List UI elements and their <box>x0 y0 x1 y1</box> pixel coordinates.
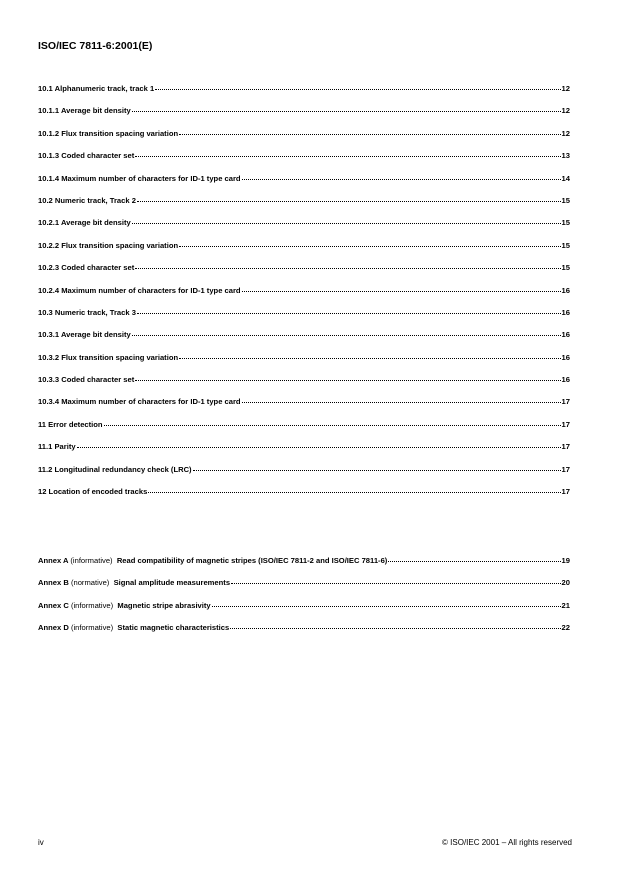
annex-entry-title <box>38 578 230 587</box>
toc-leader <box>137 313 561 314</box>
toc-entry[interactable] <box>38 241 570 263</box>
annex-entry[interactable] <box>38 556 570 578</box>
toc-entry-page: 14 <box>561 173 570 183</box>
toc-entry-title: 10.3.4 Maximum number of characters for ID-1 type card <box>38 397 241 407</box>
toc-entry-title: 10.3.2 Flux transition spacing variation <box>38 352 179 362</box>
toc-entry-page: 15 <box>561 263 570 273</box>
toc-leader <box>132 111 561 112</box>
toc-entry-title: 10.2.4 Maximum number of characters for ID-1 type card <box>38 285 241 295</box>
toc-entry[interactable] <box>38 129 570 151</box>
toc-leader <box>193 470 561 471</box>
toc-entry-title: 10.2.2 Flux transition spacing variation <box>38 240 179 250</box>
toc-entry-page: 15 <box>561 195 570 205</box>
toc-entry[interactable] <box>38 263 570 285</box>
toc-leader <box>132 335 561 336</box>
toc-leader <box>179 134 560 135</box>
toc-entry[interactable] <box>38 308 570 330</box>
annex-entry-title <box>38 601 211 610</box>
toc-entry[interactable] <box>38 465 570 487</box>
annex-entry-page: 21 <box>561 600 570 610</box>
toc-entry[interactable] <box>38 420 570 442</box>
toc-entry-page: 12 <box>561 106 570 116</box>
annex-entry-page: 20 <box>561 578 570 588</box>
annex-entry-title <box>38 556 387 565</box>
toc-entry[interactable] <box>38 353 570 375</box>
footer-copyright: © ISO/IEC 2001 – All rights reserved <box>442 838 572 847</box>
annex-label: Annex D <box>38 623 69 633</box>
toc-entry[interactable] <box>38 397 570 419</box>
toc-entry-page: 16 <box>561 352 570 362</box>
toc-entry[interactable] <box>38 84 570 106</box>
toc-entry-page: 13 <box>561 151 570 161</box>
toc-leader <box>242 179 561 180</box>
annex-list <box>38 556 570 646</box>
toc-entry[interactable] <box>38 218 570 240</box>
toc-leader <box>179 246 560 247</box>
toc-leader <box>137 201 561 202</box>
toc-leader <box>242 291 561 292</box>
toc-entry-title: 10.2.1 Average bit density <box>38 218 131 228</box>
toc-entry[interactable] <box>38 106 570 128</box>
toc-entry-page: 17 <box>561 487 570 497</box>
toc-leader <box>135 380 560 381</box>
annex-entry[interactable] <box>38 623 570 645</box>
annex-label: Annex A <box>38 556 69 565</box>
toc-leader <box>104 425 561 426</box>
toc-entry-page: 17 <box>561 442 570 452</box>
toc-entry-page: 17 <box>561 464 570 474</box>
footer-page-number: iv <box>38 838 44 847</box>
annex-label: Annex B <box>38 578 69 588</box>
toc-entry[interactable] <box>38 375 570 397</box>
toc-entry-title: 10.3.1 Average bit density <box>38 330 131 340</box>
toc-leader <box>388 561 560 562</box>
table-of-contents <box>38 84 570 509</box>
toc-entry[interactable] <box>38 196 570 218</box>
annex-title: Magnetic stripe abrasivity <box>117 600 211 610</box>
annex-kind: (informative) <box>70 623 114 633</box>
annex-entry[interactable] <box>38 578 570 600</box>
toc-entry-page: 17 <box>561 397 570 407</box>
annex-entry-page: 22 <box>561 623 570 633</box>
toc-entry-title: 11 Error detection <box>38 419 103 429</box>
toc-leader <box>242 402 561 403</box>
annex-title: Signal amplitude measurements <box>113 578 231 588</box>
annex-kind: (informative) <box>70 556 113 565</box>
annex-title: Static magnetic characteristics <box>117 623 230 633</box>
toc-leader <box>135 268 560 269</box>
toc-leader <box>148 492 560 493</box>
annex-entry-page: 19 <box>561 556 570 565</box>
toc-entry[interactable] <box>38 151 570 173</box>
toc-leader <box>231 583 560 584</box>
page-header-title: ISO/IEC 7811-6:2001(E) <box>38 40 153 52</box>
annex-entry-title <box>38 623 229 632</box>
toc-entry-title: 10.1.3 Coded character set <box>38 151 135 161</box>
toc-entry[interactable] <box>38 442 570 464</box>
toc-entry[interactable] <box>38 330 570 352</box>
toc-entry-title: 10.2.3 Coded character set <box>38 263 135 273</box>
toc-entry-page: 16 <box>561 307 570 317</box>
toc-leader <box>77 447 561 448</box>
toc-entry-title: 10.3.3 Coded character set <box>38 375 135 385</box>
toc-leader <box>212 606 561 607</box>
toc-entry-title: 10.3 Numeric track, Track 3 <box>38 307 136 317</box>
annex-label: Annex C <box>38 600 69 610</box>
toc-entry-title: 10.1.1 Average bit density <box>38 106 131 116</box>
toc-entry-title: 10.2 Numeric track, Track 2 <box>38 195 136 205</box>
toc-entry[interactable] <box>38 487 570 509</box>
annex-entry[interactable] <box>38 601 570 623</box>
toc-entry-page: 15 <box>561 218 570 228</box>
annex-kind: (informative) <box>70 600 114 610</box>
toc-leader <box>179 358 560 359</box>
toc-leader <box>230 628 560 629</box>
toc-leader <box>155 89 560 90</box>
toc-entry-page: 16 <box>561 375 570 385</box>
toc-leader <box>132 223 561 224</box>
toc-entry-page: 17 <box>561 419 570 429</box>
toc-entry-page: 15 <box>561 240 570 250</box>
toc-entry-page: 16 <box>561 285 570 295</box>
toc-entry-title: 10.1.4 Maximum number of characters for ID-1 type card <box>38 173 241 183</box>
toc-entry[interactable] <box>38 286 570 308</box>
toc-entry-page: 12 <box>561 84 570 93</box>
toc-entry-title: 10.1 Alphanumeric track, track 1 <box>38 84 155 93</box>
annex-kind: (normative) <box>70 578 110 588</box>
toc-leader <box>135 156 560 157</box>
toc-entry-title: 11.2 Longitudinal redundancy check (LRC) <box>38 464 192 474</box>
toc-entry-page: 12 <box>561 128 570 138</box>
toc-entry[interactable] <box>38 174 570 196</box>
toc-entry-title: 10.1.2 Flux transition spacing variation <box>38 128 179 138</box>
toc-entry-title: 11.1 Parity <box>38 442 76 452</box>
toc-entry-title: 12 Location of encoded tracks <box>38 487 148 497</box>
toc-entry-page: 16 <box>561 330 570 340</box>
annex-title: Read compatibility of magnetic stripes (ISO/IEC 7811-2 and ISO/IEC 7811-6) <box>116 556 388 565</box>
